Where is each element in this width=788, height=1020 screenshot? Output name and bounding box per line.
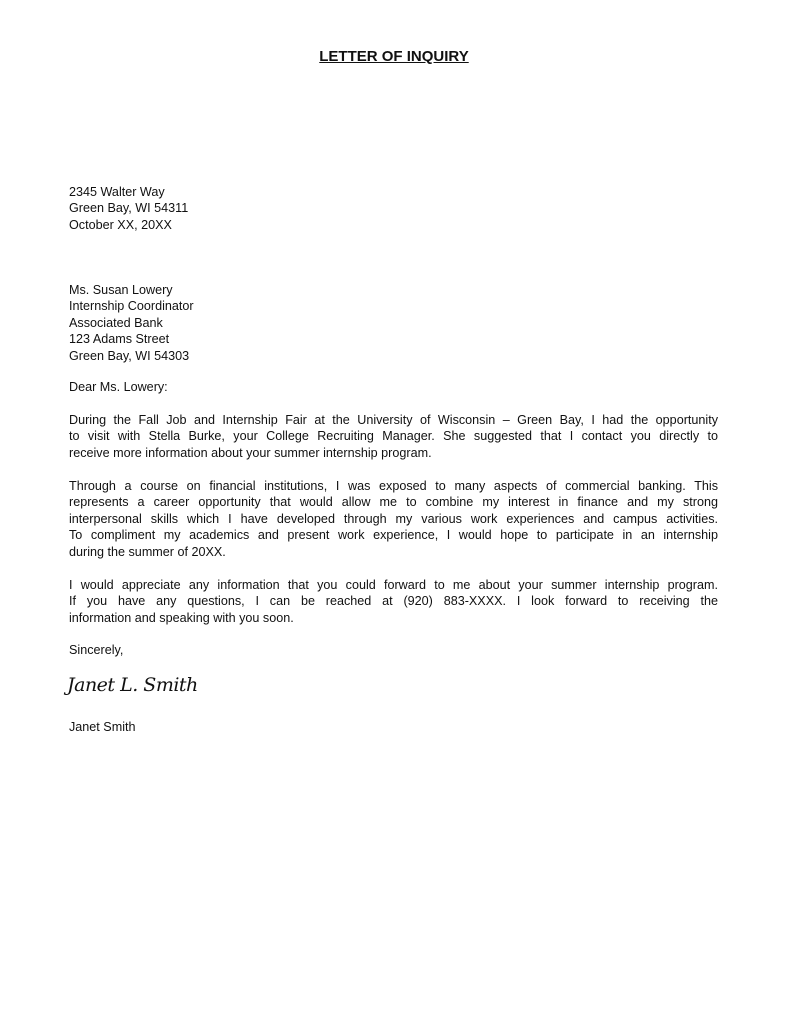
salutation: Dear Ms. Lowery: — [69, 380, 168, 394]
paragraph-line: during the summer of 20XX. — [69, 544, 226, 559]
paragraph-line: If you have any questions, I can be reached at (920) 883-XXXX. I look forward to receiving the — [69, 594, 718, 609]
paragraph-line: receive more information about your summer internship program. — [69, 445, 432, 460]
paragraph-line: to visit with Stella Burke, your College Recruiting Manager. She suggested that I contact you directly to — [69, 429, 718, 444]
date-line: October XX, 20XX — [69, 217, 172, 232]
recipient-title: Internship Coordinator — [69, 299, 194, 314]
paragraph-line: represents a career opportunity that would allow me to combine my interest in finance and my strong — [69, 495, 718, 510]
signer-name: Janet Smith — [69, 720, 136, 734]
paragraph-2 — [69, 478, 718, 560]
paragraph-line: interpersonal skills which I have developed through my various work experiences and campus activities. — [69, 511, 718, 526]
recipient-name: Ms. Susan Lowery — [69, 283, 173, 297]
paragraph-line: Through a course on financial institutions, I was exposed to many aspects of commercial banking. This — [69, 479, 718, 493]
paragraph-line: To compliment my academics and present work experience, I would hope to participate in an internship — [69, 528, 718, 543]
recipient-street: 123 Adams Street — [69, 332, 170, 347]
letter-title: LETTER OF INQUIRY — [319, 48, 469, 65]
closing: Sincerely, — [69, 643, 124, 657]
paragraph-3 — [69, 577, 718, 626]
paragraph-line: During the Fall Job and Internship Fair at the University of Wisconsin – Green Bay, I had the opportunity — [69, 413, 718, 427]
address-line: 2345 Walter Way — [69, 185, 165, 199]
paragraph-line: information and speaking with you soon. — [69, 610, 294, 625]
address-line: Green Bay, WI 54311 — [69, 201, 189, 216]
sender-address — [69, 184, 188, 233]
recipient-company: Associated Bank — [69, 315, 163, 330]
paragraph-line: I would appreciate any information that you could forward to me about your summer internship program. — [69, 578, 718, 592]
recipient-city: Green Bay, WI 54303 — [69, 348, 190, 363]
recipient-address — [69, 282, 194, 364]
paragraph-1 — [69, 412, 718, 461]
handwritten-signature: Janet L. Smith — [67, 674, 198, 696]
